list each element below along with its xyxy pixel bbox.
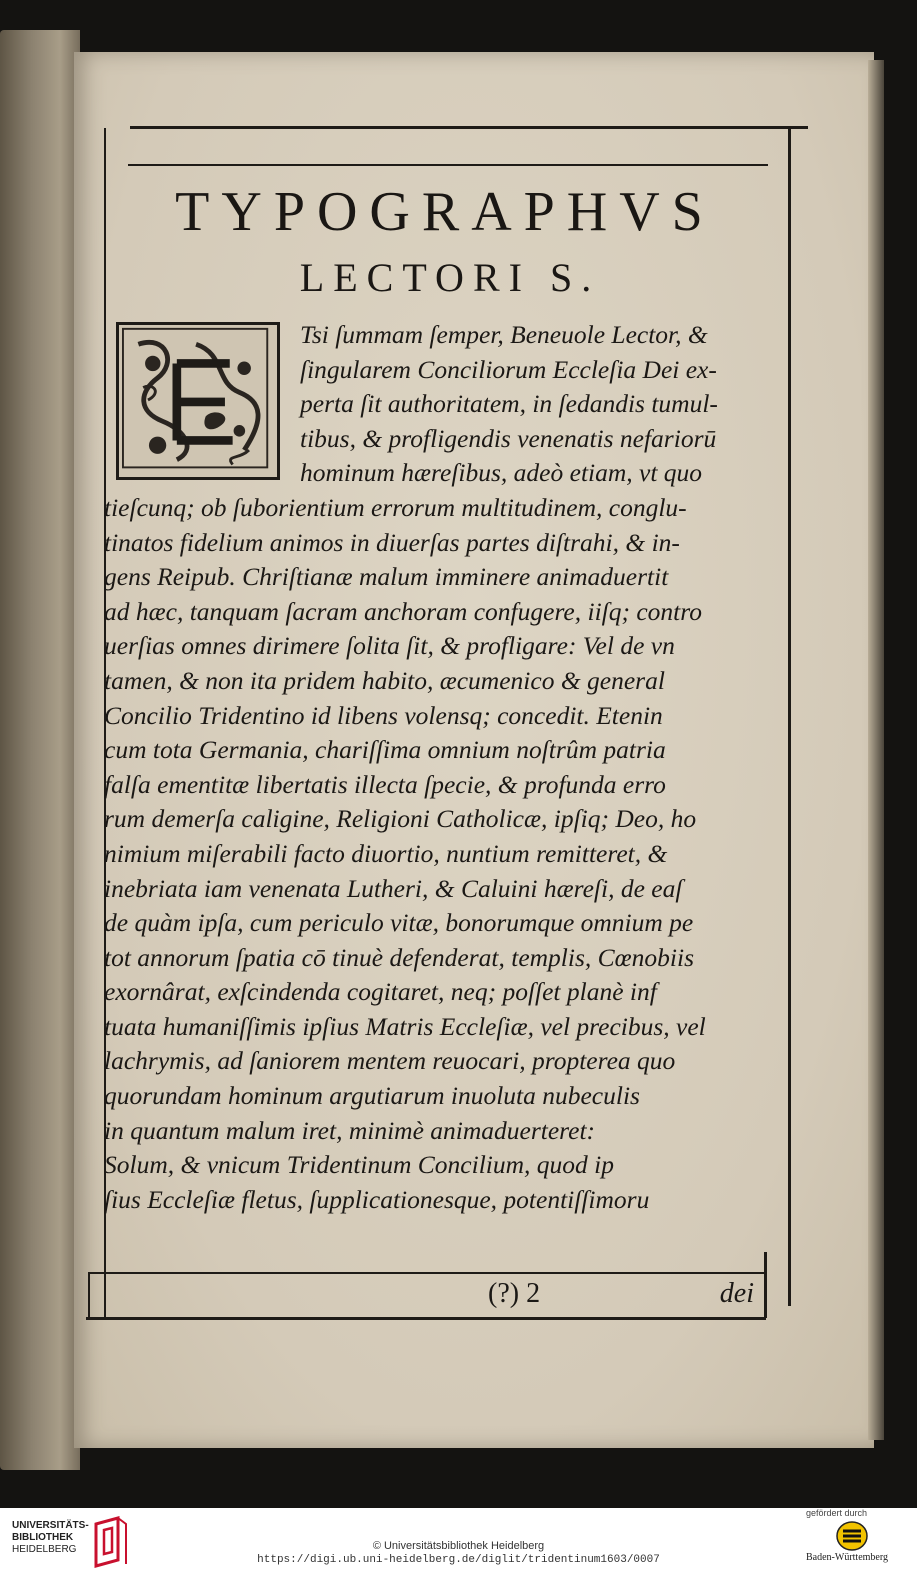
text-line: inebriata iam venenata Lutheri, & Caluini hæreſi, de eaſ — [104, 873, 683, 903]
frame-rule-right — [788, 128, 791, 1306]
body-text — [104, 318, 768, 1217]
text-line: falſa ementitæ libertatis illecta ſpecie, & profunda erro — [104, 769, 666, 799]
ub-name-line3: HEIDELBERG — [12, 1544, 77, 1555]
text-line: tinatos fidelium animos in diuerſas partes diſtrahi, & in- — [104, 527, 680, 557]
funder-name: Baden-Württemberg — [806, 1552, 889, 1563]
text-line: cum tota Germania, chariſſima omnium noſtrûm patria — [104, 735, 666, 765]
frame-rule-bottom-left — [88, 1272, 90, 1318]
text-line: ſius Eccleſiæ fletus, ſupplicationesque, potentiſſimoru — [104, 1184, 650, 1214]
text-line: ad hæc, tanquam ſacram anchoram confugere, iiſq; contro — [104, 596, 702, 626]
text-line: tieſcunq; ob ſuborientium errorum multitudinem, conglu- — [104, 492, 687, 522]
page-title: TYPOGRAPHVS — [175, 181, 715, 243]
frame-rule-top — [130, 126, 808, 129]
ub-name-line2: BIBLIOTHEK — [12, 1532, 74, 1543]
text-line: Concilio Tridentino id libens volensq; concedit. Etenin — [104, 700, 663, 730]
text-line: tamen, & non ita pridem habito, æcumenico & general — [104, 665, 665, 695]
text-line: perta ſit authoritatem, in ſedandis tumul- — [300, 389, 718, 419]
frame-rule-bottom-inner — [90, 1272, 766, 1274]
frame-rule-bottom — [86, 1317, 766, 1320]
frame-rule-bottom-right — [764, 1252, 767, 1318]
baden-wuerttemberg-crest-icon[interactable] — [834, 1520, 870, 1552]
frame-rule-top-inner — [128, 164, 768, 166]
institution-bar — [0, 1508, 917, 1576]
text-line: ſingularem Conciliorum Eccleſia Dei ex- — [300, 354, 717, 384]
text-line: gens Reipub. Chriſtianæ malum imminere animaduertit — [104, 562, 669, 592]
text-line: Solum, & vnicum Tridentinum Concilium, quod ip — [104, 1150, 614, 1180]
page-footer — [100, 1276, 760, 1316]
text-line: rum demerſa caligine, Religioni Catholicæ, ipſiq; Deo, ho — [104, 804, 697, 834]
page-edge-shadow — [868, 60, 884, 1440]
copyright-notice: © Universitätsbibliothek Heidelberg — [372, 1540, 545, 1552]
text-line: quorundam hominum argutiarum inuoluta nubeculis — [104, 1081, 640, 1111]
permalink-url[interactable]: https://digi.ub.uni-heidelberg.de/diglit/tridentinum1603/0007 — [257, 1554, 660, 1566]
text-line: Tsi ſummam ſemper, Beneuole Lector, & — [300, 320, 708, 349]
text-line: exornârat, exſcindenda cogitaret, neq; poſſet planè inf — [104, 977, 657, 1007]
text-line: tibus, & profligendis venenatis nefariorū — [300, 423, 717, 453]
text-line: uerſias omnes dirimere ſolita ſit, & profligare: Vel de vn — [104, 631, 675, 661]
text-line: hominum hæreſibus, adeò etiam, vt quo — [300, 458, 703, 488]
catchword: dei — [719, 1278, 754, 1309]
signature-mark: (?) 2 — [488, 1278, 541, 1309]
text-line: nimium miſerabili facto diuortio, nuntium remitteret, & — [104, 838, 668, 868]
text-line: de quàm ipſa, cum periculo vitæ, bonorumque omnium pe — [104, 908, 694, 938]
ub-name-line1: UNIVERSITÄTS- — [12, 1520, 89, 1531]
page-subtitle: LECTORI S. — [299, 255, 601, 300]
facing-page-edge — [0, 30, 80, 1470]
text-line: lachrymis, ad ſaniorem mentem reuocari, propterea quo — [104, 1046, 676, 1076]
text-line: tot annorum ſpatia cō tinuè defenderat, templis, Cœnobiis — [104, 942, 695, 972]
funded-by-label: gefördert durch — [806, 1508, 868, 1518]
text-line: in quantum malum iret, minimè animaduerteret: — [104, 1115, 596, 1145]
text-line: tuata humaniſſimis ipſius Matris Eccleſiæ, vel precibus, vel — [104, 1011, 706, 1041]
